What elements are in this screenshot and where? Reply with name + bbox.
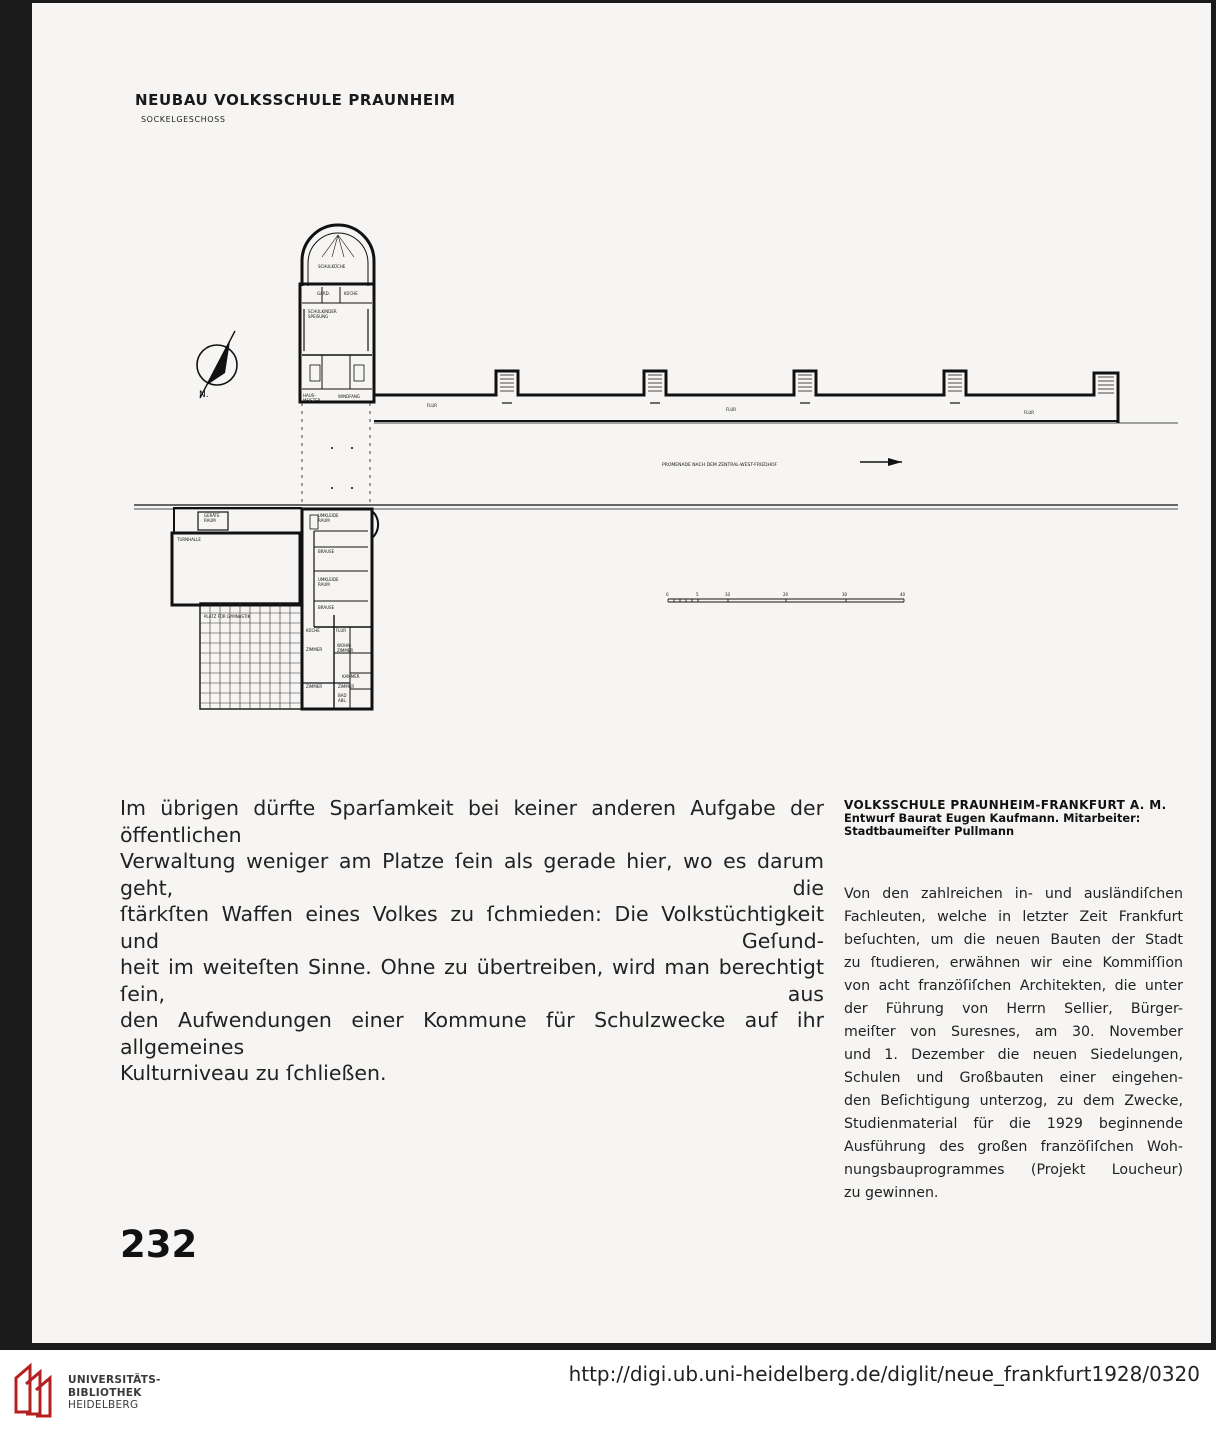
label-flur-3: FLUR <box>1024 410 1035 415</box>
label-kueche: KÜCHE <box>306 628 320 633</box>
side-line: beſuchten, um die neuen Bauten der Stadt <box>844 932 1183 948</box>
label-flur-house: FLUR <box>336 628 347 633</box>
floor-plan <box>32 3 1211 763</box>
library-name-line: BIBLIOTHEK <box>68 1386 142 1399</box>
label-wohn: WOHN- <box>337 643 352 648</box>
plan-subtitle: SOCKELGESCHOSS <box>141 115 226 124</box>
main-line: den Aufwendungen einer Kommune für Schulzwecke auf ihr allgemeines <box>120 1008 824 1059</box>
label-geraete-raum: RAUM <box>204 518 216 523</box>
label-bad: BAD <box>338 693 347 698</box>
side-line: Ausführung des großen franzöſiſchen Woh- <box>844 1139 1183 1155</box>
label-turnhalle: TURNHALLE <box>177 537 201 542</box>
label-wohnzimmer: ZIMMER <box>337 648 354 653</box>
label-schulkueche: SCHULKÜCHE <box>318 264 346 269</box>
main-line: Verwaltung weniger am Platze ſein als gerade hier, wo es darum geht, die <box>120 849 824 900</box>
scale-tick-40: 40 <box>900 592 906 597</box>
source-url-link[interactable]: http://digi.ub.uni-heidelberg.de/diglit/neue_frankfurt1928/0320 <box>568 1362 1200 1386</box>
label-umkleide-raum-1: RAUM <box>318 518 330 523</box>
label-zimmer-3: ZIMMER <box>338 684 355 689</box>
side-line: Studienmaterial für die 1929 beginnende <box>844 1116 1183 1132</box>
scale-tick-20: 20 <box>783 592 789 597</box>
label-brause-2: BRAUSE <box>318 605 335 610</box>
side-line: den Beſichtigung unterzog, zu dem Zwecke, <box>844 1093 1183 1109</box>
plan-title: NEUBAU VOLKSSCHULE PRAUNHEIM <box>135 91 456 109</box>
label-umkleide-2: UMKLEIDE <box>318 577 339 582</box>
main-paragraph <box>120 795 824 1087</box>
caption-credit: Entwurf Baurat Eugen Kaufmann. Mitarbeiter: <box>844 811 1141 825</box>
library-logo-icon <box>12 1360 58 1418</box>
library-name-line: UNIVERSITÄTS- <box>68 1374 161 1386</box>
side-line: meiſter von Suresnes, am 30. November <box>844 1024 1183 1040</box>
side-line: Von den zahlreichen in- und ausländiſchen <box>844 886 1183 902</box>
label-speisung: SPEISUNG <box>308 314 329 319</box>
scale-tick-0: 0 <box>666 592 669 597</box>
label-brause-1: BRAUSE <box>318 549 335 554</box>
scale-tick-10: 10 <box>725 592 731 597</box>
label-hausmeister-2: MEISTER <box>303 398 321 403</box>
north-label: N. <box>199 390 209 400</box>
side-line: und 1. Dezember die neuen Siedelungen, <box>844 1047 1183 1063</box>
side-line: Schulen und Großbauten einer eingehen- <box>844 1070 1183 1086</box>
label-umkleide-raum-2: RAUM <box>318 582 330 587</box>
school-wing-plan <box>300 225 1178 423</box>
label-garderobe: GARD. <box>317 291 330 296</box>
label-windfang: WINDFANG <box>338 394 360 399</box>
main-line: heit im weiteſten Sinne. Ohne zu übertreiben, wird man berechtigt ſein, aus <box>120 955 824 1006</box>
main-line: ſtärkſten Waffen eines Volkes zu ſchmieden: Die Volkstüchtigkeit und Geſund- <box>120 902 824 953</box>
side-line: zu gewinnen. <box>844 1185 939 1201</box>
library-name <box>68 1374 161 1412</box>
label-abl: ABL. <box>338 698 347 703</box>
side-paragraph <box>844 883 1183 1205</box>
north-arrow <box>197 331 237 400</box>
caption-credit-2: Stadtbaumeiſter Pullmann <box>844 824 1015 838</box>
label-umkleide-1: UMKLEIDE <box>318 513 339 518</box>
label-hausmeister-1: HAUS- <box>303 393 316 398</box>
label-schulkinder: SCHULKINDER <box>308 309 337 314</box>
side-line: der Führung von Herrn Sellier, Bürger- <box>844 1001 1183 1017</box>
main-line: Kulturniveau zu ſchließen. <box>120 1061 387 1085</box>
label-platz-gymnastik: PLATZ FÜR GYMNASTIK <box>204 614 251 619</box>
label-promenade: PROMENADE NACH DEM ZENTRAL-WEST-FRIEDHOF <box>662 463 778 468</box>
label-flur-1: FLUR <box>427 403 438 408</box>
main-line: Im übrigen dürfte Sparſamkeit bei keiner anderen Aufgabe der öffentlichen <box>120 796 824 847</box>
label-kammer: KAMMER <box>342 674 360 679</box>
page-number: 232 <box>120 1223 198 1266</box>
promenade <box>662 458 902 468</box>
scale-tick-30: 30 <box>842 592 848 597</box>
scale-bar <box>666 592 906 602</box>
label-geraete: GERÄTE <box>204 513 220 518</box>
side-line: Fachleuten, welche in letzter Zeit Frankfurt <box>844 909 1183 925</box>
label-kueche-top: KÜCHE <box>344 291 358 296</box>
book-page <box>32 3 1211 1343</box>
side-line: von acht franzöſiſchen Architekten, die unter <box>844 978 1183 994</box>
label-zimmer-1: ZIMMER <box>306 647 323 652</box>
side-line: zu ſtudieren, erwähnen wir eine Kommiſſion <box>844 955 1183 971</box>
side-line: nungsbauprogrammes (Projekt Loucheur) <box>844 1162 1183 1178</box>
scale-tick-5: 5 <box>696 592 699 597</box>
caption-title: VOLKSSCHULE PRAUNHEIM-FRANKFURT A. M. <box>844 798 1167 812</box>
caption-block <box>844 799 1184 838</box>
connection-path <box>302 403 370 503</box>
label-zimmer-2: ZIMMER <box>306 684 323 689</box>
library-name-line: HEIDELBERG <box>68 1399 139 1411</box>
label-flur-2: FLUR <box>726 407 737 412</box>
